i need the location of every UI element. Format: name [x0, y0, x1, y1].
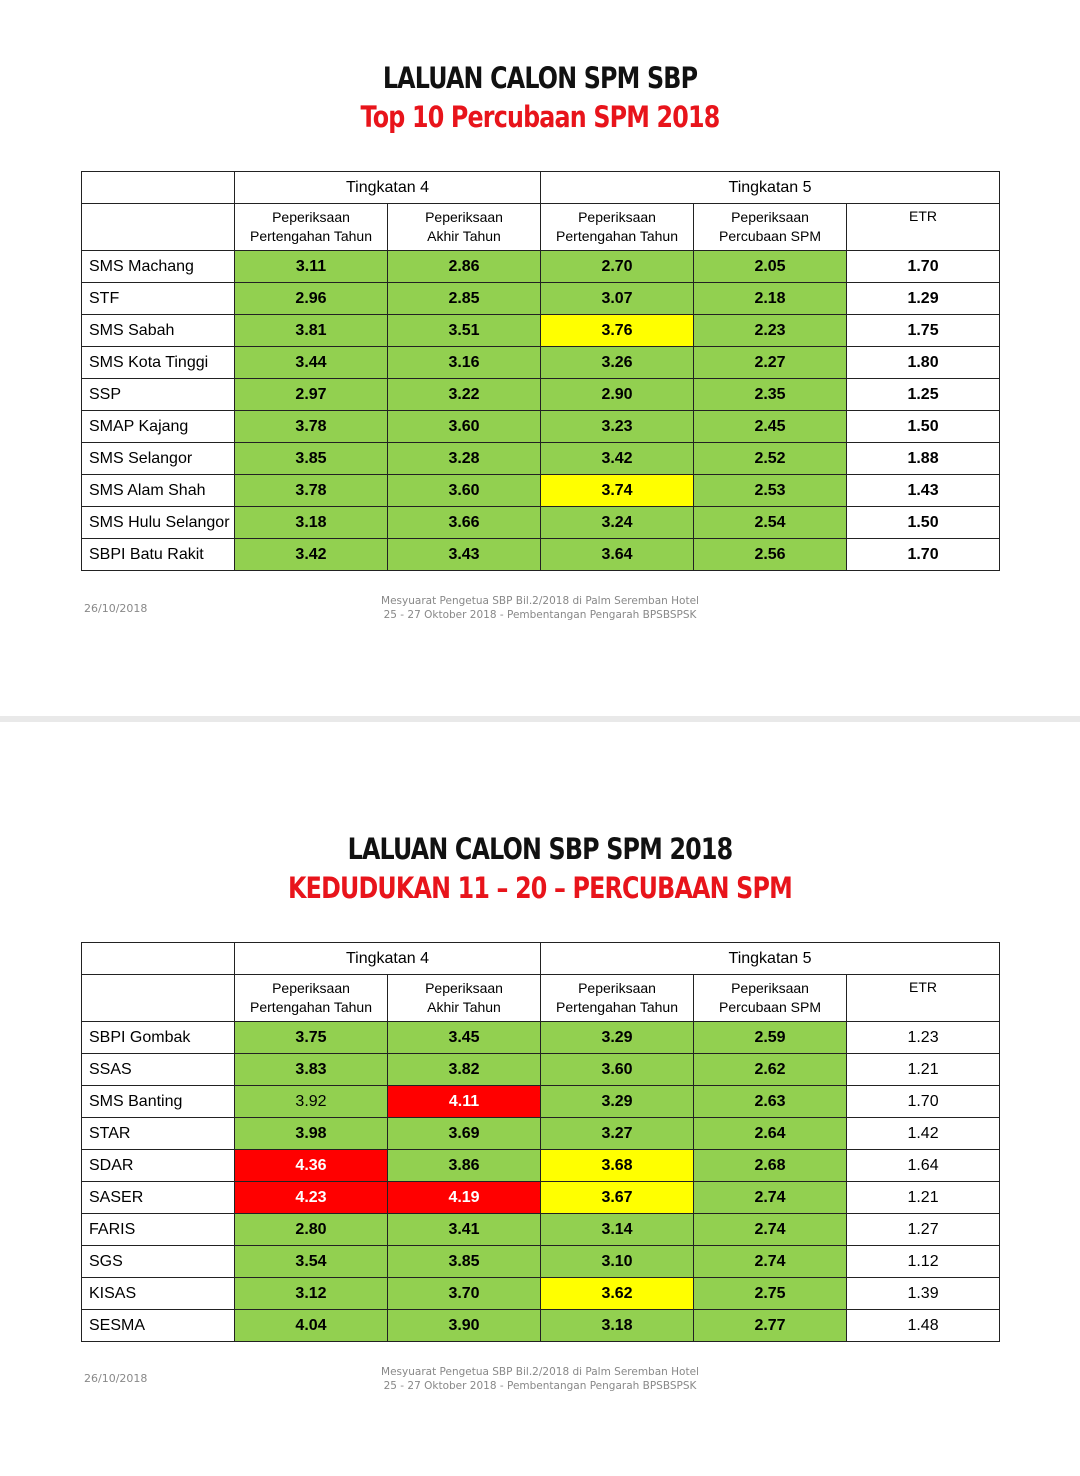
- footer-line-2: 25 - 27 Oktober 2018 - Pembentangan Pengarah BPSBSPSK: [383, 609, 697, 621]
- col-header-t4-final: Peperiksaan Akhir Tahun: [388, 975, 541, 1022]
- school-name-cell: STAR: [82, 1118, 235, 1150]
- slide-date: 26/10/2018: [84, 602, 148, 615]
- group-header-tingkatan-5: Tingkatan 5: [541, 172, 1000, 204]
- results-table: [81, 942, 1000, 1342]
- school-name-cell: SMS Banting: [82, 1086, 235, 1118]
- score-cell: 2.86: [388, 251, 541, 283]
- score-cell: 2.90: [541, 379, 694, 411]
- etr-cell: 1.12: [847, 1246, 1000, 1278]
- score-cell: 3.12: [235, 1278, 388, 1310]
- etr-cell: 1.50: [847, 411, 1000, 443]
- group-header-tingkatan-4: Tingkatan 4: [235, 172, 541, 204]
- score-cell: 2.68: [694, 1150, 847, 1182]
- score-cell: 4.36: [235, 1150, 388, 1182]
- col-header-t4-mid-year: Peperiksaan Pertengahan Tahun: [235, 204, 388, 251]
- etr-cell: 1.70: [847, 251, 1000, 283]
- score-cell: 3.81: [235, 315, 388, 347]
- score-cell: 2.80: [235, 1214, 388, 1246]
- score-cell: 3.18: [541, 1310, 694, 1342]
- score-cell: 3.22: [388, 379, 541, 411]
- score-cell: 3.16: [388, 347, 541, 379]
- school-name-cell: SMS Kota Tinggi: [82, 347, 235, 379]
- slide-footer: [0, 594, 1080, 622]
- score-cell: 3.60: [541, 1054, 694, 1086]
- score-cell: 2.59: [694, 1022, 847, 1054]
- score-cell: 2.52: [694, 443, 847, 475]
- score-cell: 3.76: [541, 315, 694, 347]
- score-cell: 2.18: [694, 283, 847, 315]
- etr-cell: 1.21: [847, 1054, 1000, 1086]
- school-name-cell: SASER: [82, 1182, 235, 1214]
- col-header-t5-trial-spm: Peperiksaan Percubaan SPM: [694, 975, 847, 1022]
- table-row: [82, 475, 1000, 507]
- etr-cell: 1.75: [847, 315, 1000, 347]
- score-cell: 2.62: [694, 1054, 847, 1086]
- table-row: [82, 1246, 1000, 1278]
- col-header-etr: ETR: [847, 975, 1000, 1022]
- score-cell: 3.82: [388, 1054, 541, 1086]
- score-cell: 4.19: [388, 1182, 541, 1214]
- etr-cell: 1.42: [847, 1118, 1000, 1150]
- score-cell: 2.54: [694, 507, 847, 539]
- col-header-etr: ETR: [847, 204, 1000, 251]
- school-name-cell: SMS Hulu Selangor: [82, 507, 235, 539]
- score-cell: 3.60: [388, 411, 541, 443]
- etr-cell: 1.23: [847, 1022, 1000, 1054]
- col-header-t4-final: Peperiksaan Akhir Tahun: [388, 204, 541, 251]
- etr-cell: 1.70: [847, 539, 1000, 571]
- slide-top-10: [0, 0, 1080, 716]
- table-row: [82, 1118, 1000, 1150]
- table-row: [82, 251, 1000, 283]
- table-row: [82, 1022, 1000, 1054]
- corner-cell: [82, 204, 235, 251]
- slide-date: 26/10/2018: [84, 1372, 148, 1385]
- etr-cell: 1.70: [847, 1086, 1000, 1118]
- table-row: [82, 507, 1000, 539]
- score-cell: 3.68: [541, 1150, 694, 1182]
- corner-cell: [82, 975, 235, 1022]
- score-cell: 3.44: [235, 347, 388, 379]
- corner-cell: [82, 172, 235, 204]
- score-cell: 2.64: [694, 1118, 847, 1150]
- score-cell: 3.26: [541, 347, 694, 379]
- score-cell: 2.56: [694, 539, 847, 571]
- score-cell: 3.75: [235, 1022, 388, 1054]
- score-cell: 3.14: [541, 1214, 694, 1246]
- score-cell: 3.86: [388, 1150, 541, 1182]
- school-name-cell: SDAR: [82, 1150, 235, 1182]
- etr-cell: 1.50: [847, 507, 1000, 539]
- school-name-cell: SMS Machang: [82, 251, 235, 283]
- group-header-tingkatan-4: Tingkatan 4: [235, 943, 541, 975]
- slide-title: LALUAN CALON SBP SPM 2018: [347, 832, 733, 866]
- score-cell: 3.10: [541, 1246, 694, 1278]
- score-cell: 3.41: [388, 1214, 541, 1246]
- score-cell: 3.66: [388, 507, 541, 539]
- school-name-cell: SSP: [82, 379, 235, 411]
- score-cell: 3.43: [388, 539, 541, 571]
- etr-cell: 1.39: [847, 1278, 1000, 1310]
- score-cell: 3.85: [235, 443, 388, 475]
- score-cell: 3.42: [235, 539, 388, 571]
- score-cell: 2.45: [694, 411, 847, 443]
- score-cell: 3.85: [388, 1246, 541, 1278]
- score-cell: 2.77: [694, 1310, 847, 1342]
- table-row: [82, 1182, 1000, 1214]
- etr-cell: 1.48: [847, 1310, 1000, 1342]
- score-cell: 2.27: [694, 347, 847, 379]
- slide-title: LALUAN CALON SPM SBP: [382, 61, 698, 95]
- score-cell: 2.74: [694, 1246, 847, 1278]
- slide-rank-11-20: [0, 722, 1080, 1476]
- etr-cell: 1.27: [847, 1214, 1000, 1246]
- table-row: [82, 1054, 1000, 1086]
- school-name-cell: KISAS: [82, 1278, 235, 1310]
- score-cell: 3.11: [235, 251, 388, 283]
- table-row: [82, 315, 1000, 347]
- score-cell: 2.96: [235, 283, 388, 315]
- score-cell: 3.27: [541, 1118, 694, 1150]
- etr-cell: 1.88: [847, 443, 1000, 475]
- score-cell: 3.60: [388, 475, 541, 507]
- score-cell: 2.74: [694, 1182, 847, 1214]
- group-header-row: [82, 172, 1000, 204]
- col-header-t5-trial-spm: Peperiksaan Percubaan SPM: [694, 204, 847, 251]
- score-cell: 3.67: [541, 1182, 694, 1214]
- score-cell: 3.45: [388, 1022, 541, 1054]
- footer-line-1: Mesyuarat Pengetua SBP Bil.2/2018 di Palm Seremban Hotel: [381, 595, 699, 607]
- score-cell: 3.90: [388, 1310, 541, 1342]
- score-cell: 3.70: [388, 1278, 541, 1310]
- score-cell: 3.07: [541, 283, 694, 315]
- score-cell: 3.62: [541, 1278, 694, 1310]
- score-cell: 3.51: [388, 315, 541, 347]
- score-cell: 3.24: [541, 507, 694, 539]
- table-row: [82, 1214, 1000, 1246]
- score-cell: 2.05: [694, 251, 847, 283]
- table-row: [82, 1150, 1000, 1182]
- school-name-cell: SESMA: [82, 1310, 235, 1342]
- footer-line-1: Mesyuarat Pengetua SBP Bil.2/2018 di Palm Seremban Hotel: [381, 1366, 699, 1378]
- score-cell: 3.78: [235, 411, 388, 443]
- score-cell: 2.97: [235, 379, 388, 411]
- score-cell: 3.83: [235, 1054, 388, 1086]
- score-cell: 3.92: [235, 1086, 388, 1118]
- table-row: [82, 411, 1000, 443]
- school-name-cell: STF: [82, 283, 235, 315]
- column-header-row: [82, 204, 1000, 251]
- score-cell: 2.85: [388, 283, 541, 315]
- score-cell: 2.74: [694, 1214, 847, 1246]
- slide-subtitle: Top 10 Percubaan SPM 2018: [360, 100, 720, 134]
- slide-footer: [0, 1365, 1080, 1393]
- etr-cell: 1.29: [847, 283, 1000, 315]
- school-name-cell: SSAS: [82, 1054, 235, 1086]
- group-header-row: [82, 943, 1000, 975]
- score-cell: 3.29: [541, 1022, 694, 1054]
- col-header-t5-mid-year: Peperiksaan Pertengahan Tahun: [541, 975, 694, 1022]
- score-cell: 3.74: [541, 475, 694, 507]
- score-cell: 3.28: [388, 443, 541, 475]
- table-row: [82, 1310, 1000, 1342]
- score-cell: 4.04: [235, 1310, 388, 1342]
- score-cell: 3.78: [235, 475, 388, 507]
- score-cell: 2.23: [694, 315, 847, 347]
- table-row: [82, 539, 1000, 571]
- column-header-row: [82, 975, 1000, 1022]
- score-cell: 2.75: [694, 1278, 847, 1310]
- table-row: [82, 283, 1000, 315]
- score-cell: 4.23: [235, 1182, 388, 1214]
- etr-cell: 1.64: [847, 1150, 1000, 1182]
- score-cell: 4.11: [388, 1086, 541, 1118]
- slide-subtitle: KEDUDUKAN 11 – 20 – PERCUBAAN SPM: [288, 871, 792, 905]
- school-name-cell: SMAP Kajang: [82, 411, 235, 443]
- school-name-cell: SBPI Batu Rakit: [82, 539, 235, 571]
- col-header-t4-mid-year: Peperiksaan Pertengahan Tahun: [235, 975, 388, 1022]
- score-cell: 2.70: [541, 251, 694, 283]
- footer-line-2: 25 - 27 Oktober 2018 - Pembentangan Pengarah BPSBSPSK: [383, 1380, 697, 1392]
- table-row: [82, 379, 1000, 411]
- table-row: [82, 443, 1000, 475]
- etr-cell: 1.25: [847, 379, 1000, 411]
- col-header-t5-mid-year: Peperiksaan Pertengahan Tahun: [541, 204, 694, 251]
- etr-cell: 1.21: [847, 1182, 1000, 1214]
- score-cell: 3.42: [541, 443, 694, 475]
- table-row: [82, 1278, 1000, 1310]
- corner-cell: [82, 943, 235, 975]
- school-name-cell: SMS Selangor: [82, 443, 235, 475]
- score-cell: 3.64: [541, 539, 694, 571]
- table-row: [82, 347, 1000, 379]
- group-header-tingkatan-5: Tingkatan 5: [541, 943, 1000, 975]
- score-cell: 3.54: [235, 1246, 388, 1278]
- table-row: [82, 1086, 1000, 1118]
- score-cell: 3.18: [235, 507, 388, 539]
- score-cell: 3.23: [541, 411, 694, 443]
- etr-cell: 1.80: [847, 347, 1000, 379]
- school-name-cell: SBPI Gombak: [82, 1022, 235, 1054]
- score-cell: 2.53: [694, 475, 847, 507]
- results-table: [81, 171, 1000, 571]
- school-name-cell: SMS Sabah: [82, 315, 235, 347]
- score-cell: 3.29: [541, 1086, 694, 1118]
- score-cell: 2.35: [694, 379, 847, 411]
- score-cell: 2.63: [694, 1086, 847, 1118]
- school-name-cell: SGS: [82, 1246, 235, 1278]
- score-cell: 3.69: [388, 1118, 541, 1150]
- school-name-cell: SMS Alam Shah: [82, 475, 235, 507]
- etr-cell: 1.43: [847, 475, 1000, 507]
- score-cell: 3.98: [235, 1118, 388, 1150]
- school-name-cell: FARIS: [82, 1214, 235, 1246]
